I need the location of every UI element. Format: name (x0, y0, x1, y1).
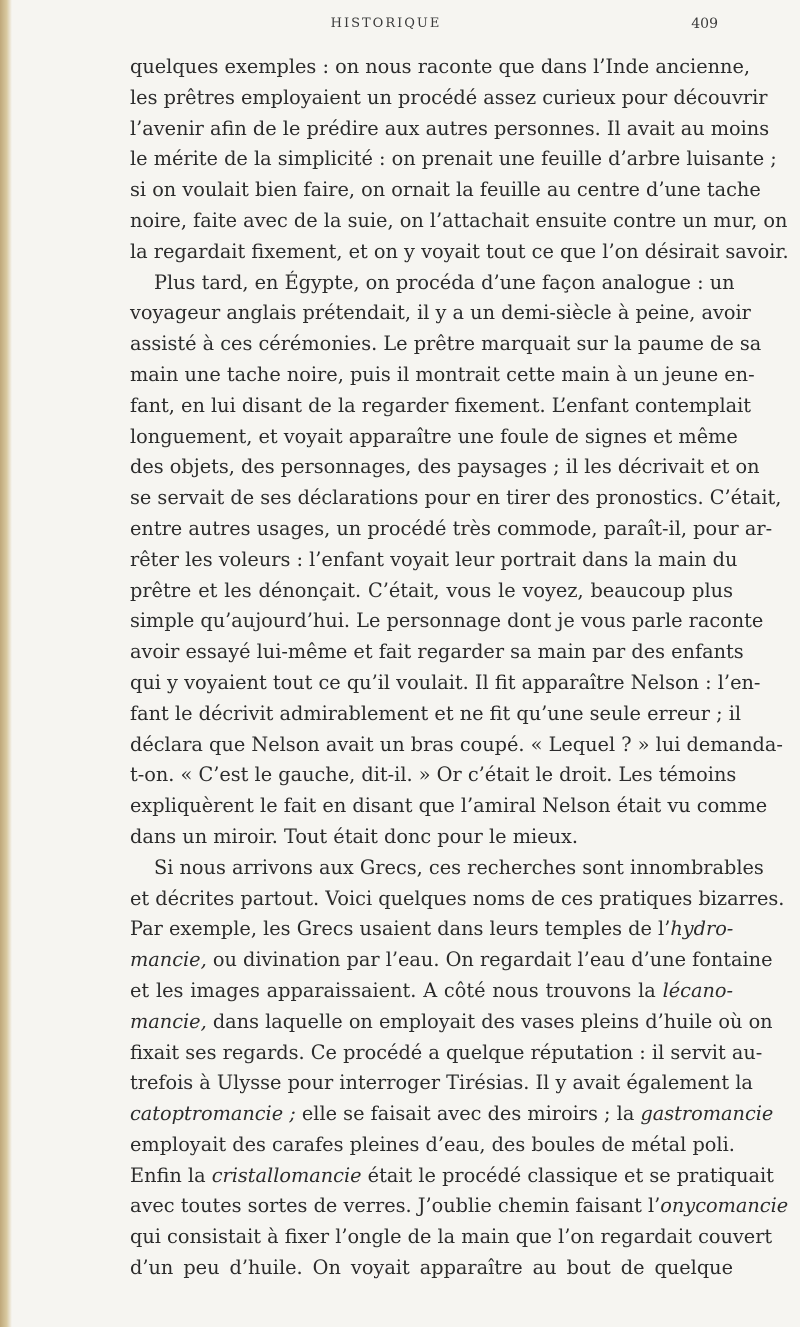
italic-term: catoptromancie ; (130, 1102, 296, 1126)
text-line (130, 945, 773, 976)
text-line (130, 1007, 773, 1038)
text-line (130, 1099, 774, 1130)
text-line: déclara que Nelson avait un bras coupé. « Lequel ? » lui demanda- (130, 732, 783, 756)
text-line: avoir essayé lui-même et fait regarder sa main par des enfants (130, 640, 744, 664)
text-line: main une tache noire, puis il montrait cette main à un jeune en- (130, 362, 755, 386)
text-line: et décrites partout. Voici quelques noms de ces pratiques bizarres. (130, 886, 785, 910)
text-line: fant, en lui disant de la regarder fixement. L’enfant contemplait (130, 393, 752, 417)
body-text (130, 52, 789, 1284)
text-segment: Par exemple, les Grecs usaient dans leurs temples de l’ (130, 917, 671, 941)
text-line: des objets, des personnages, des paysages ; il les décrivait et on (130, 455, 760, 479)
text-line: Si nous arrivons aux Grecs, ces recherches sont innombrables (154, 855, 764, 879)
text-line: les prêtres employaient un procédé assez curieux pour découvrir (130, 85, 768, 109)
italic-term: onycomancie (660, 1194, 789, 1218)
text-line: voyageur anglais prétendait, il y a un demi-siècle à peine, avoir (130, 301, 751, 325)
italic-term: mancie, (130, 1009, 207, 1033)
text-segment: avec toutes sortes de verres. J’oublie chemin faisant l’ (130, 1194, 661, 1218)
text-line: la regardait fixement, et on y voyait tout ce que l’on désirait savoir. (130, 239, 789, 263)
running-title: HISTORIQUE (330, 16, 442, 31)
text-line: si on voulait bien faire, on ornait la feuille au centre d’une tache (130, 178, 761, 202)
text-line: qui y voyaient tout ce qu’il voulait. Il fit apparaître Nelson : l’en- (130, 670, 761, 694)
text-segment: était le procédé classique et se pratiquait (361, 1163, 774, 1187)
text-line: l’avenir afin de le prédire aux autres personnes. Il avait au moins (130, 116, 770, 140)
text-line: assisté à ces cérémonies. Le prêtre marquait sur la paume de sa (130, 332, 762, 356)
text-line: t-on. « C’est le gauche, dit-il. » Or c’était le droit. Les témoins (130, 763, 737, 787)
text-line: qui consistait à fixer l’ongle de la main que l’on regardait couvert (130, 1225, 773, 1249)
text-segment: ou divination par l’eau. On regardait l’eau d’une fontaine (206, 948, 773, 972)
text-segment: et les images apparaissaient. A côté nous trouvons la (130, 978, 663, 1002)
italic-term: hydro- (670, 917, 734, 941)
page-binding-edge (0, 0, 12, 1327)
text-line: noire, faite avec de la suie, on l’attachait ensuite contre un mur, on (130, 208, 788, 232)
page-header (112, 16, 718, 42)
text-line (130, 914, 733, 945)
italic-term: mancie, (130, 948, 207, 972)
text-line: le mérite de la simplicité : on prenait une feuille d’arbre luisante ; (130, 147, 777, 171)
text-line: fixait ses regards. Ce procédé a quelque réputation : il servit au- (130, 1040, 763, 1064)
italic-term: lécano- (662, 978, 733, 1002)
text-line: rêter les voleurs : l’enfant voyait leur portrait dans la main du (130, 547, 738, 571)
text-line: fant le décrivit admirablement et ne fit qu’une seule erreur ; il (130, 701, 742, 725)
text-segment: dans laquelle on employait des vases pleins d’huile où on (206, 1009, 773, 1033)
text-line: d’un peu d’huile. On voyait apparaître au bout de quelque (130, 1256, 733, 1280)
text-segment: elle se faisait avec des miroirs ; la (295, 1102, 641, 1126)
text-line: longuement, et voyait apparaître une foule de signes et même (130, 424, 738, 448)
text-line: quelques exemples : on nous raconte que dans l’Inde ancienne, (130, 55, 750, 78)
text-segment: Enfin la (130, 1163, 212, 1187)
text-line: trefois à Ulysse pour interroger Tirésias. Il y avait également la (130, 1071, 753, 1095)
text-line: dans un miroir. Tout était donc pour le mieux. (130, 824, 579, 848)
text-line: entre autres usages, un procédé très commode, paraît-il, pour ar- (130, 516, 773, 540)
text-line: simple qu’aujourd’hui. Le personnage dont je vous parle raconte (130, 609, 764, 633)
text-line: expliquèrent le fait en disant que l’amiral Nelson était vu comme (130, 794, 768, 818)
text-line: Plus tard, en Égypte, on procéda d’une façon analogue : un (154, 270, 735, 294)
italic-term: gastromancie (640, 1102, 774, 1126)
text-line: prêtre et les dénonçait. C’était, vous le voyez, beaucoup plus (130, 578, 733, 602)
text-line: se servait de ses déclarations pour en tirer des pronostics. C’était, (130, 486, 782, 510)
text-line (130, 976, 733, 1007)
text-line: employait des carafes pleines d’eau, des boules de métal poli. (130, 1132, 735, 1156)
text-line (130, 1191, 789, 1222)
page-number: 409 (691, 16, 718, 32)
italic-term: cristallomancie (211, 1163, 362, 1187)
text-line (130, 1161, 774, 1192)
